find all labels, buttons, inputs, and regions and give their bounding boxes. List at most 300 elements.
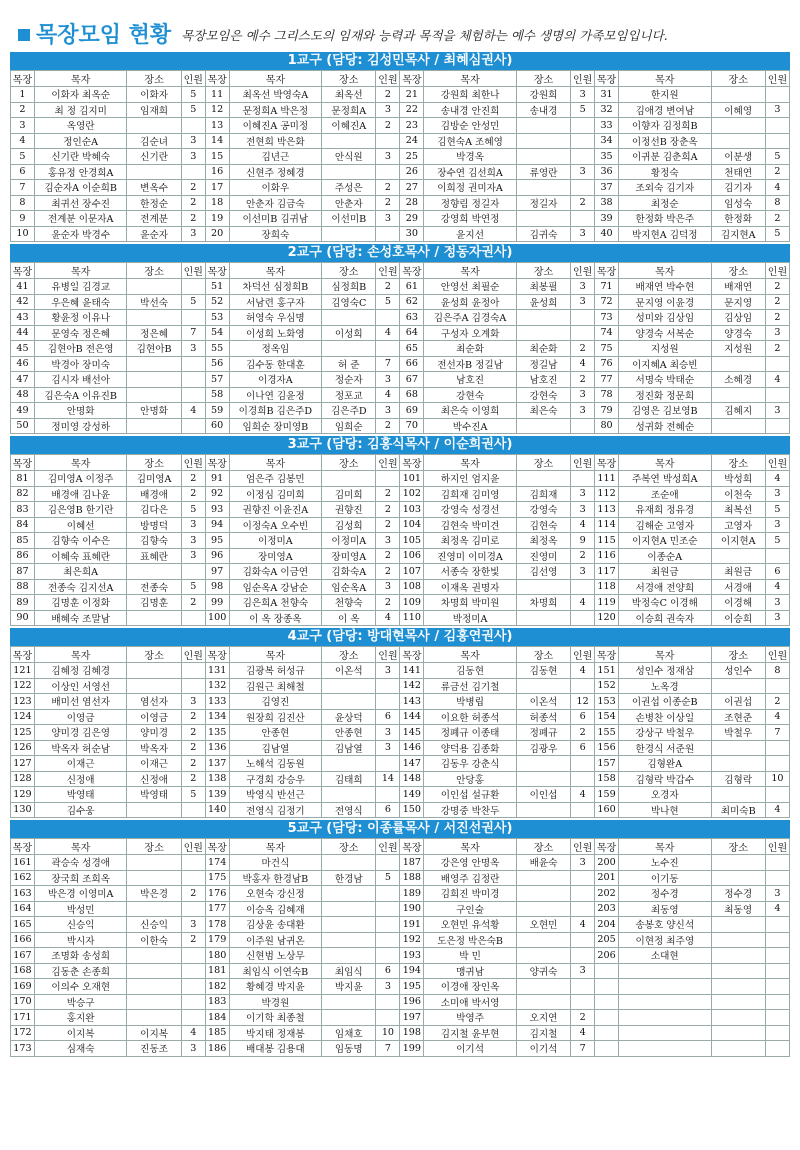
group-leaders: 신현주 정혜경 (229, 164, 321, 180)
group-count: 3 (765, 102, 789, 118)
group-count (571, 886, 595, 902)
group-number: 94 (205, 517, 229, 533)
group-number (595, 1025, 619, 1041)
group-leaders: 김명훈 이정화 (34, 595, 126, 611)
group-count: 2 (181, 740, 205, 756)
group-number: 137 (205, 756, 229, 772)
group-place (711, 917, 765, 933)
group-leaders: 이승희 권숙자 (619, 610, 711, 626)
group-place: 전영식 (322, 802, 376, 818)
group-count (765, 870, 789, 886)
group-leaders: 우은혜 윤태숙 (34, 294, 126, 310)
group-leaders: 박 민 (424, 948, 516, 964)
group-count (765, 932, 789, 948)
group-place (711, 387, 765, 403)
group-leaders: 이인섭 설규환 (424, 787, 516, 803)
group-number: 116 (595, 548, 619, 564)
group-number: 205 (595, 932, 619, 948)
leader-header: 목자 (424, 455, 516, 471)
group-number: 132 (205, 678, 229, 694)
group-number: 171 (11, 1010, 35, 1026)
group-count: 2 (181, 211, 205, 227)
group-leaders: 정수경 (619, 886, 711, 902)
group-count (765, 756, 789, 772)
group-place (127, 802, 181, 818)
group-number: 161 (11, 855, 35, 871)
group-place: 양미경 (127, 725, 181, 741)
group-number: 86 (11, 548, 35, 564)
group-count: 3 (181, 694, 205, 710)
group-number: 33 (595, 118, 619, 134)
group-count: 2 (571, 341, 595, 357)
leader-header: 목자 (229, 71, 321, 87)
group-number: 148 (400, 771, 424, 787)
group-place (711, 979, 765, 995)
group-place (516, 579, 570, 595)
leader-header: 목자 (619, 71, 711, 87)
group-place: 이천숙 (711, 486, 765, 502)
group-number: 158 (595, 771, 619, 787)
group-place: 최봉필 (516, 279, 570, 295)
group-leaders: 김현숙 박미견 (424, 517, 516, 533)
count-header: 인원 (376, 647, 400, 663)
group-place (127, 356, 181, 372)
group-count (571, 149, 595, 165)
group-count: 6 (376, 709, 400, 725)
group-place: 정은혜 (127, 325, 181, 341)
table-row (11, 564, 790, 580)
group-place (711, 1025, 765, 1041)
count-header: 인원 (181, 71, 205, 87)
group-number: 47 (11, 372, 35, 388)
table-row (11, 579, 790, 595)
district-table (10, 262, 790, 434)
group-place: 김영숙C (322, 294, 376, 310)
group-count (765, 994, 789, 1010)
group-place: 박선숙 (127, 294, 181, 310)
group-leaders: 최동영 (619, 901, 711, 917)
group-number: 167 (11, 948, 35, 964)
count-header: 인원 (181, 647, 205, 663)
group-number: 6 (11, 164, 35, 180)
group-count: 12 (571, 694, 595, 710)
group-number: 21 (400, 87, 424, 103)
group-leaders: 박영식 반선근 (229, 787, 321, 803)
group-number: 198 (400, 1025, 424, 1041)
group-place: 서경애 (711, 579, 765, 595)
group-number: 128 (11, 771, 35, 787)
group-place: 지성원 (711, 341, 765, 357)
group-number: 19 (205, 211, 229, 227)
group-count (181, 372, 205, 388)
group-count (765, 548, 789, 564)
group-leaders: 최정옥 김미로 (424, 533, 516, 549)
group-count: 5 (765, 149, 789, 165)
group-number: 159 (595, 787, 619, 803)
table-row (11, 294, 790, 310)
group-count: 2 (376, 87, 400, 103)
group-place (711, 963, 765, 979)
group-count: 4 (765, 372, 789, 388)
group-place: 이기석 (516, 1041, 570, 1057)
group-place: 오현민 (516, 917, 570, 933)
no-header: 목장 (205, 71, 229, 87)
group-leaders: 이나연 김윤정 (229, 387, 321, 403)
group-count: 10 (376, 1025, 400, 1041)
group-leaders: 최정순 (619, 195, 711, 211)
no-header: 목장 (595, 455, 619, 471)
group-place: 김동현 (516, 663, 570, 679)
group-count (181, 663, 205, 679)
group-number: 24 (400, 133, 424, 149)
group-number: 120 (595, 610, 619, 626)
group-count: 4 (765, 180, 789, 196)
district-title: 4교구 (담당: 방대현목사 / 김홍연권사) (10, 628, 790, 646)
group-count: 3 (376, 102, 400, 118)
group-count: 3 (765, 403, 789, 419)
place-header: 장소 (711, 455, 765, 471)
group-number: 141 (400, 663, 424, 679)
group-count (765, 1010, 789, 1026)
place-header: 장소 (127, 839, 181, 855)
group-place: 김화숙A (322, 564, 376, 580)
group-number: 74 (595, 325, 619, 341)
group-place: 이재근 (127, 756, 181, 772)
group-count (571, 180, 595, 196)
group-place: 권향진 (322, 502, 376, 518)
group-number: 61 (400, 279, 424, 295)
group-number: 49 (11, 403, 35, 419)
table-row (11, 994, 790, 1010)
group-leaders: 박정미A (424, 610, 516, 626)
group-leaders: 도은정 박은숙B (424, 932, 516, 948)
group-leaders: 최귀선 장수진 (34, 195, 126, 211)
page-title: 목장모임 현황 (36, 23, 172, 48)
group-place (516, 886, 570, 902)
table-row (11, 372, 790, 388)
group-place: 윤순자 (127, 226, 181, 242)
group-leaders: 김영은 김보영B (619, 403, 711, 419)
group-leaders: 남호진 (424, 372, 516, 388)
leader-header: 목자 (229, 455, 321, 471)
group-number: 124 (11, 709, 35, 725)
group-place (711, 548, 765, 564)
group-place: 김귀숙 (516, 226, 570, 242)
group-place: 변옥수 (127, 180, 181, 196)
group-place: 남호진 (516, 372, 570, 388)
group-place: 이선미B (322, 211, 376, 227)
group-count: 2 (181, 195, 205, 211)
group-place: 김기자 (711, 180, 765, 196)
group-number: 203 (595, 901, 619, 917)
group-leaders: 김은희A 천향숙 (229, 595, 321, 611)
group-leaders: 원장희 김진산 (229, 709, 321, 725)
group-place: 안식원 (322, 149, 376, 165)
group-place: 김상임 (711, 310, 765, 326)
table-row (11, 403, 790, 419)
group-count: 5 (181, 787, 205, 803)
group-leaders: 박시자 (34, 932, 126, 948)
group-number: 76 (595, 356, 619, 372)
group-place: 진영미 (516, 548, 570, 564)
count-header: 인원 (181, 263, 205, 279)
leader-header: 목자 (229, 263, 321, 279)
group-leaders: 이의수 오재현 (34, 979, 126, 995)
group-number: 165 (11, 917, 35, 933)
group-number: 14 (205, 133, 229, 149)
group-leaders: 오현민 유석황 (424, 917, 516, 933)
group-leaders: 홍지완 (34, 1010, 126, 1026)
group-leaders: 김수웅 (34, 802, 126, 818)
group-place: 김광우 (516, 740, 570, 756)
count-header: 인원 (765, 839, 789, 855)
group-number: 30 (400, 226, 424, 242)
group-leaders: 이경애 장인옥 (424, 979, 516, 995)
group-leaders: 서남련 홍구자 (229, 294, 321, 310)
group-number: 89 (11, 595, 35, 611)
group-count (376, 932, 400, 948)
group-leaders: 성귀화 전혜순 (619, 418, 711, 434)
group-number: 138 (205, 771, 229, 787)
table-row (11, 1025, 790, 1041)
group-count: 2 (571, 372, 595, 388)
group-number: 88 (11, 579, 35, 595)
group-place: 안춘자 (322, 195, 376, 211)
group-number: 40 (595, 226, 619, 242)
group-number: 81 (11, 471, 35, 487)
table-row (11, 756, 790, 772)
group-count (765, 1025, 789, 1041)
group-place (322, 341, 376, 357)
place-header: 장소 (711, 839, 765, 855)
group-count (571, 211, 595, 227)
group-leaders: 이성희 노화영 (229, 325, 321, 341)
district-table (10, 70, 790, 242)
group-leaders: 류금선 김기철 (424, 678, 516, 694)
no-header: 목장 (400, 71, 424, 87)
group-place: 박영태 (127, 787, 181, 803)
district-title: 5교구 (담당: 이종률목사 / 서진선권사) (10, 820, 790, 838)
group-number: 164 (11, 901, 35, 917)
group-leaders: 한정화 박은주 (619, 211, 711, 227)
group-leaders: 양경숙 서복순 (619, 325, 711, 341)
group-count: 3 (765, 595, 789, 611)
group-count: 4 (376, 387, 400, 403)
group-number: 58 (205, 387, 229, 403)
group-place: 최정옥 (516, 533, 570, 549)
table-row (11, 709, 790, 725)
no-header: 목장 (205, 647, 229, 663)
group-place: 이인섭 (516, 787, 570, 803)
group-place: 성인수 (711, 663, 765, 679)
place-header: 장소 (516, 263, 570, 279)
group-place: 김현숙 (516, 517, 570, 533)
group-place (322, 694, 376, 710)
table-row (11, 948, 790, 964)
group-count: 4 (765, 579, 789, 595)
group-number: 188 (400, 870, 424, 886)
group-leaders: 이화자 최옥순 (34, 87, 126, 103)
group-count: 3 (181, 133, 205, 149)
leader-header: 목자 (619, 455, 711, 471)
group-count: 2 (376, 180, 400, 196)
no-header: 목장 (595, 71, 619, 87)
page-description: 목장모임은 예수 그리스도의 임재와 능력과 목적을 체험하는 예수 생명의 가족모임입니다. (181, 28, 668, 43)
group-place: 신승익 (127, 917, 181, 933)
group-leaders: 최임식 이연숙B (229, 963, 321, 979)
group-leaders: 장희숙 (229, 226, 321, 242)
group-leaders (619, 1025, 711, 1041)
group-place: 이지현A (711, 533, 765, 549)
group-leaders: 윤순자 박경수 (34, 226, 126, 242)
group-place: 허종석 (516, 709, 570, 725)
group-place (322, 994, 376, 1010)
group-place (322, 948, 376, 964)
group-number: 56 (205, 356, 229, 372)
group-count: 3 (181, 149, 205, 165)
group-count: 3 (181, 1041, 205, 1057)
table-row (11, 87, 790, 103)
group-count: 2 (765, 310, 789, 326)
group-place (322, 855, 376, 871)
group-count: 5 (765, 502, 789, 518)
table-row (11, 725, 790, 741)
group-number: 195 (400, 979, 424, 995)
group-number: 206 (595, 948, 619, 964)
group-leaders: 오경자 (619, 787, 711, 803)
group-place: 김남열 (322, 740, 376, 756)
table-row (11, 118, 790, 134)
group-place (322, 787, 376, 803)
group-count: 3 (571, 855, 595, 871)
group-place: 최임식 (322, 963, 376, 979)
group-leaders: 김형락 박갑수 (619, 771, 711, 787)
group-number: 154 (595, 709, 619, 725)
table-row (11, 102, 790, 118)
group-number: 53 (205, 310, 229, 326)
group-count (181, 1010, 205, 1026)
group-count: 4 (765, 471, 789, 487)
group-place: 염선자 (127, 694, 181, 710)
group-count (181, 310, 205, 326)
group-number: 32 (595, 102, 619, 118)
group-leaders: 김동현 (424, 663, 516, 679)
group-leaders: 강은영 안명옥 (424, 855, 516, 871)
group-count: 5 (571, 102, 595, 118)
place-header: 장소 (322, 839, 376, 855)
group-leaders: 김년근 (229, 149, 321, 165)
group-leaders: 양미경 김은영 (34, 725, 126, 741)
group-leaders: 이정미A (229, 533, 321, 549)
group-place: 김순녀 (127, 133, 181, 149)
group-place: 김향숙 (127, 533, 181, 549)
group-count: 3 (571, 164, 595, 180)
group-leaders: 이상인 서영선 (34, 678, 126, 694)
group-number: 59 (205, 403, 229, 419)
group-leaders: 이기동 (619, 870, 711, 886)
group-leaders: 김시자 배선아 (34, 372, 126, 388)
group-count: 3 (571, 87, 595, 103)
group-count: 3 (765, 517, 789, 533)
district-title: 1교구 (담당: 김성민목사 / 최혜심권사) (10, 52, 790, 70)
group-number: 73 (595, 310, 619, 326)
group-number: 114 (595, 517, 619, 533)
group-place: 안종현 (322, 725, 376, 741)
group-place: 이분생 (711, 149, 765, 165)
group-place (711, 932, 765, 948)
group-count: 2 (376, 548, 400, 564)
group-leaders: 곽승숙 성경애 (34, 855, 126, 871)
group-place: 정수경 (711, 886, 765, 902)
group-leaders: 장국희 조희옥 (34, 870, 126, 886)
count-header: 인원 (765, 455, 789, 471)
group-number: 200 (595, 855, 619, 871)
place-header: 장소 (127, 455, 181, 471)
group-number (595, 979, 619, 995)
group-leaders: 이주원 남귀온 (229, 932, 321, 948)
group-place: 김혜지 (711, 403, 765, 419)
group-place: 이 옥 (322, 610, 376, 626)
group-leaders (619, 963, 711, 979)
group-number: 173 (11, 1041, 35, 1057)
group-count (181, 948, 205, 964)
count-header: 인원 (181, 839, 205, 855)
group-number: 82 (11, 486, 35, 502)
group-number (595, 963, 619, 979)
group-number: 180 (205, 948, 229, 964)
table-row (11, 548, 790, 564)
group-leaders (619, 994, 711, 1010)
group-number: 139 (205, 787, 229, 803)
group-number: 160 (595, 802, 619, 818)
group-number: 42 (11, 294, 35, 310)
count-header: 인원 (571, 263, 595, 279)
group-count: 3 (571, 387, 595, 403)
group-number: 85 (11, 533, 35, 549)
group-count: 3 (376, 725, 400, 741)
district-table (10, 646, 790, 818)
group-number: 136 (205, 740, 229, 756)
group-count: 7 (765, 725, 789, 741)
group-number: 71 (595, 279, 619, 295)
group-place (322, 886, 376, 902)
district-section (10, 628, 790, 818)
count-header: 인원 (571, 455, 595, 471)
group-count: 2 (376, 195, 400, 211)
group-leaders (619, 979, 711, 995)
group-leaders: 정미영 강성하 (34, 418, 126, 434)
group-place (711, 1010, 765, 1026)
group-leaders: 신기란 박혜숙 (34, 149, 126, 165)
group-leaders: 박지태 정재봉 (229, 1025, 321, 1041)
group-count (571, 325, 595, 341)
group-number: 60 (205, 418, 229, 434)
group-place: 김은주D (322, 403, 376, 419)
group-leaders: 김영진 (229, 694, 321, 710)
group-leaders: 배미선 염선자 (34, 694, 126, 710)
group-number: 99 (205, 595, 229, 611)
group-number: 121 (11, 663, 35, 679)
group-place: 천태연 (711, 164, 765, 180)
group-leaders: 박옥자 허순남 (34, 740, 126, 756)
group-leaders: 소대현 (619, 948, 711, 964)
group-leaders: 배혜숙 조말남 (34, 610, 126, 626)
group-count (765, 87, 789, 103)
group-number: 41 (11, 279, 35, 295)
table-row (11, 740, 790, 756)
group-count (571, 870, 595, 886)
group-number: 113 (595, 502, 619, 518)
